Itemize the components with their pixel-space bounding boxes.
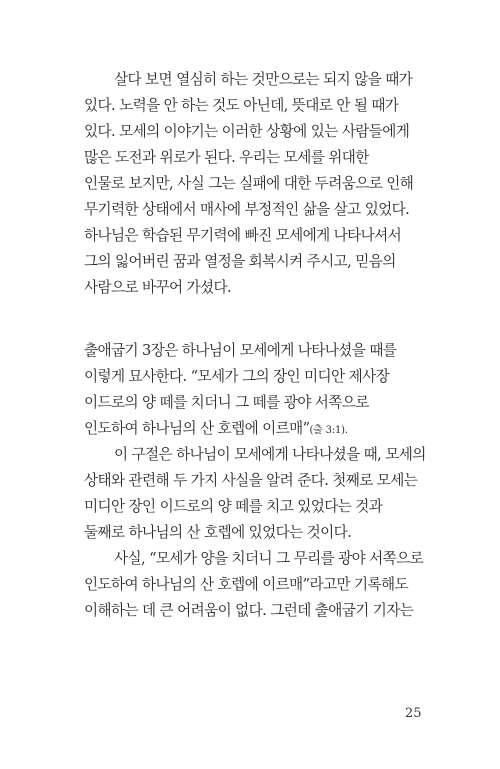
paragraph-2-line-1: 출애굽기 3장은 하나님이 모세에게 나타나셨을 때를	[84, 342, 397, 359]
paragraph-1-line-9: 사람으로 바꾸어 가셨다.	[84, 279, 232, 296]
quote-end-text: 인도하여 하나님의 산 호렙에 이르매”	[84, 420, 310, 437]
paragraph-1-line-1: 살다 보면 열심히 하는 것만으로는 되지 않을 때가	[114, 71, 413, 88]
paragraph-3-line-4: 둘째로 하나님의 산 호렙에 있었다는 것이다.	[84, 524, 352, 541]
paragraph-1-line-7: 하나님은 학습된 무기력에 빠진 모세에게 나타나셔서	[84, 227, 402, 244]
paragraph-1-line-2: 있다. 노력을 안 하는 것도 아닌데, 뜻대로 안 될 때가	[84, 97, 399, 114]
paragraph-1-line-3: 있다. 모세의 이야기는 이러한 상황에 있는 사람들에게	[84, 123, 410, 140]
paragraph-3-line-2: 상태와 관련해 두 가지 사실을 알려 준다. 첫째로 모세는	[84, 472, 418, 489]
paragraph-4-line-3: 이해하는 데 큰 어려움이 없다. 그런데 출애굽기 기자는	[84, 602, 414, 619]
paragraph-4-line-2: 인도하여 하나님의 산 호렙에 이르매”라고만 기록해도	[84, 576, 409, 593]
paragraph-2-line-3: 이드로의 양 떼를 치더니 그 떼를 광야 서쪽으로	[84, 394, 369, 411]
paragraph-1-line-8: 그의 잃어버린 꿈과 열정을 회복시켜 주시고, 믿음의	[84, 253, 396, 270]
paragraph-1-line-5: 인물로 보지만, 사실 그는 실패에 대한 두려움으로 인해	[84, 175, 414, 192]
paragraph-3-line-1: 이 구절은 하나님이 모세에게 나타나셨을 때, 모세의	[114, 446, 426, 463]
paragraph-1-line-6: 무기력한 상태에서 매사에 부정적인 삶을 살고 있었다.	[84, 201, 410, 218]
page-number: 25	[405, 706, 422, 721]
scripture-citation: (출 3:1).	[309, 425, 348, 436]
paragraph-3-line-3: 미디안 장인 이드로의 양 떼를 치고 있었다는 것과	[84, 498, 383, 515]
paragraph-2-line-4	[84, 419, 348, 441]
paragraph-4-line-1: 사실, “모세가 양을 치더니 그 무리를 광야 서쪽으로	[114, 550, 424, 567]
paragraph-1-line-4: 많은 도전과 위로가 된다. 우리는 모세를 위대한	[84, 149, 369, 166]
paragraph-2-line-2: 이렇게 묘사한다. “모세가 그의 장인 미디안 제사장	[84, 368, 390, 385]
